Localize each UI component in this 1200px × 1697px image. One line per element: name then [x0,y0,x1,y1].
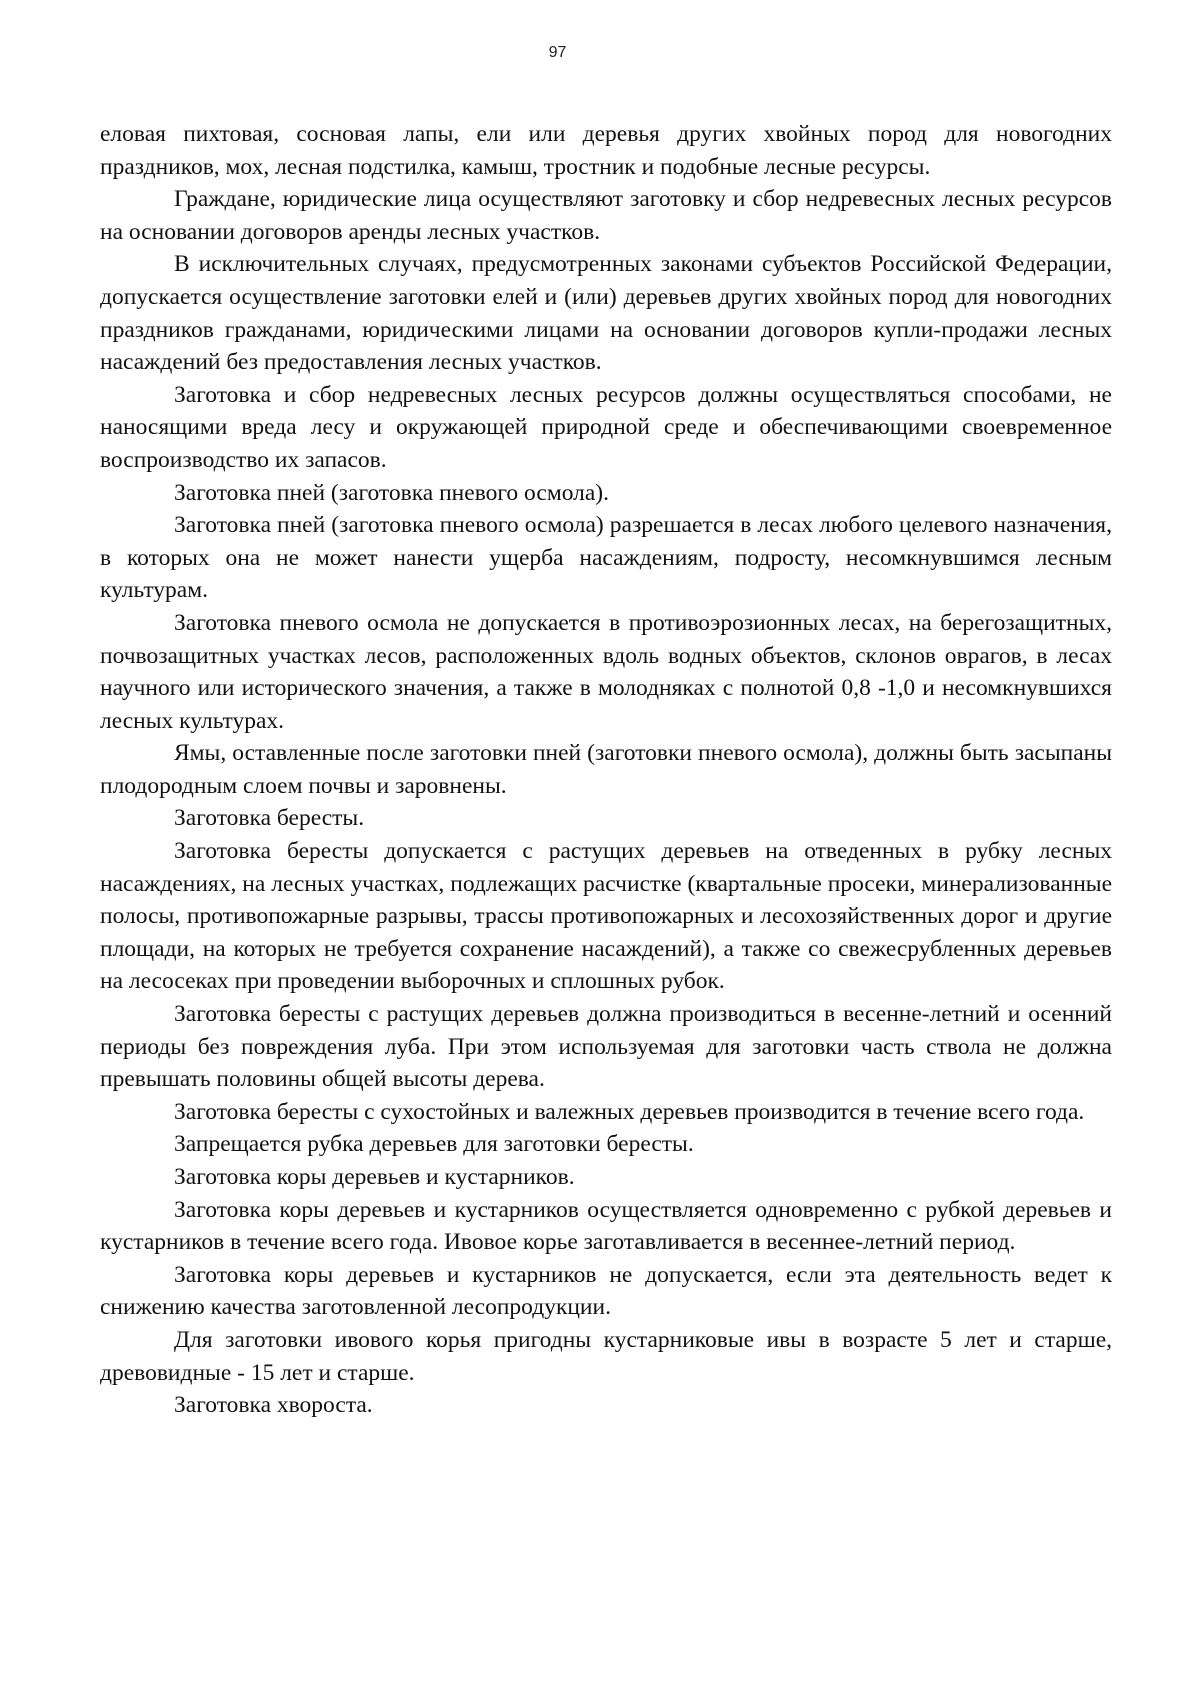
paragraph: Заготовка бересты с растущих деревьев должна производиться в весенне-летний и осенний периоды без повреждения луба. При этом используемая для заготовки часть ствола не должна превышать половины общей высоты дерева. [100,1001,1112,1093]
paragraph: Заготовка коры деревьев и кустарников не допускается, если эта деятельность ведет к снижению качества заготовленной лесопродукции. [100,1261,1112,1321]
paragraph: Заготовка и сбор недревесных лесных ресурсов должны осуществляться способами, не наносящими вреда лесу и окружающей природной среде и обеспечивающими своевременное воспроизводство их запасов. [100,381,1112,473]
paragraph: Заготовка пней (заготовка пневого осмола) разрешается в лесах любого целевого назначения, в которых она не может нанести ущерба насаждениям, подросту, несомкнувшимся лесным культурам. [100,512,1112,604]
paragraph: Для заготовки ивового корья пригодны кустарниковые ивы в возрасте 5 лет и старше, древовидные - 15 лет и старше. [100,1326,1112,1386]
paragraph: Граждане, юридические лица осуществляют заготовку и сбор недревесных лесных ресурсов на основании договоров аренды лесных участков. [100,186,1112,245]
page-number: 97 [548,44,567,61]
paragraph: Заготовка коры деревьев и кустарников осуществляется одновременно с рубкой деревьев и кустарников в течение всего года. Ивовое корье заготавливается в весеннее-летний период. [100,1196,1112,1256]
section-heading-stumps: Заготовка пней (заготовка пневого осмола). [174,479,609,506]
paragraph: Заготовка бересты допускается с растущих деревьев на отведенных в рубку лесных насаждениях, на лесных участках, подлежащих расчистке (квартальные просеки, минерализованные полосы, противопожарные разрывы, трассы противопожарных и лесохозяйственных дорог и другие площади, на которых не требуется сохранение насаждений), а также со свежесрубленных деревьев на лесосеках при проведении выборочных и сплошных рубок. [100,838,1112,995]
paragraph: В исключительных случаях, предусмотренных законами субъектов Российской Федерации, допускается осуществление заготовки елей и (или) деревьев других хвойных пород для новогодних праздников гражданами, юридическими лицами на основании договоров купли-продажи лесных насаждений без предоставления лесных участков. [100,251,1112,376]
paragraph: Заготовка бересты с сухостойных и валежных деревьев производится в течение всего года. [174,1098,1085,1125]
paragraph-continuation: еловая пихтовая, сосновая лапы, ели или деревья других хвойных пород для новогодних праздников, мох, лесная подстилка, камыш, тростник и подобные лесные ресурсы. [100,121,1112,180]
section-heading-birch-bark: Заготовка бересты. [174,805,365,832]
paragraph: Заготовка пневого осмола не допускается в противоэрозионных лесах, на берегозащитных, почвозащитных участках лесов, расположенных вдоль водных объектов, склонов оврагов, в лесах научного или исторического значения, а также в молодняках с полнотой 0,8 -1,0 и несомкнувшихся лесных культурах. [100,609,1112,734]
paragraph: Запрещается рубка деревьев для заготовки бересты. [174,1131,694,1158]
document-body [100,118,1112,1422]
paragraph: Ямы, оставленные после заготовки пней (заготовки пневого осмола), должны быть засыпаны плодородным слоем почвы и заровнены. [100,740,1112,799]
section-heading-bark: Заготовка коры деревьев и кустарников. [174,1164,575,1190]
section-heading-brushwood: Заготовка хвороста. [174,1392,373,1419]
